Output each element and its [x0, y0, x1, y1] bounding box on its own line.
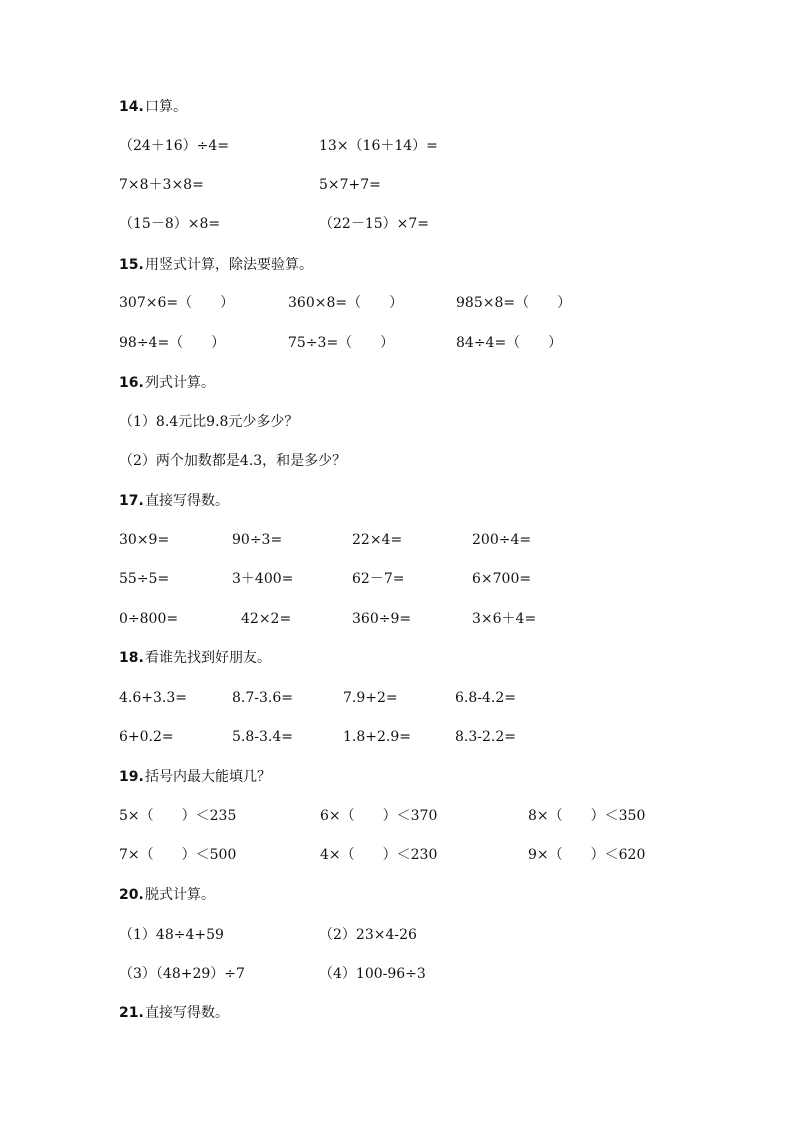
question-15-heading [0, 254, 794, 276]
expression: 5×7+7= [319, 177, 381, 193]
question-number: 20. [119, 887, 144, 903]
expression: 3×6＋4= [472, 611, 537, 627]
expression: （24＋16）÷4= [119, 138, 229, 154]
question-title: 口算。 [145, 99, 187, 115]
expression: （1）48÷4+59 [119, 927, 224, 943]
question-18-row-2 [0, 726, 794, 748]
question-20-row-1 [0, 924, 794, 946]
expression: 6×700= [472, 571, 532, 587]
question-17-row-1 [0, 529, 794, 551]
question-number: 21. [119, 1005, 144, 1021]
question-number: 18. [119, 650, 144, 666]
expression: 7×8＋3×8= [119, 177, 204, 193]
expression: 6+0.2= [119, 729, 174, 745]
expression: 360÷9= [352, 611, 412, 627]
expression: 90÷3= [232, 532, 283, 548]
question-18-row-1 [0, 687, 794, 709]
expression: 985×8=（ ） [456, 295, 572, 311]
question-title: 用竖式计算，除法要验算。 [145, 257, 313, 273]
inequality: 8×（ ）＜350 [528, 808, 646, 824]
question-14-row-1 [0, 135, 794, 157]
inequality: 9×（ ）＜620 [528, 847, 646, 863]
expression: 307×6=（ ） [119, 295, 235, 311]
expression: 42×2= [241, 611, 292, 627]
question-17-row-2 [0, 568, 794, 590]
expression: 84÷4=（ ） [456, 335, 563, 351]
inequality: 7×（ ）＜500 [119, 847, 237, 863]
question-19-row-1 [0, 805, 794, 827]
inequality: 4×（ ）＜230 [320, 847, 438, 863]
expression: 8.7-3.6= [232, 690, 293, 706]
expression: 0÷800= [119, 611, 179, 627]
question-number: 16. [119, 375, 144, 391]
question-number: 15. [119, 257, 144, 273]
question-16-row-1 [0, 411, 794, 433]
question-18-heading [0, 647, 794, 669]
expression: 7.9+2= [343, 690, 398, 706]
expression: （4）100-96÷3 [319, 966, 426, 982]
expression: 22×4= [352, 532, 403, 548]
expression: 1.8+2.9= [343, 729, 411, 745]
question-15-row-1 [0, 292, 794, 314]
expression: 55÷5= [119, 571, 170, 587]
question-15-row-2 [0, 332, 794, 354]
problem-text: （2）两个加数都是4.3，和是多少？ [119, 453, 347, 469]
question-number: 17. [119, 493, 144, 509]
expression: 98÷4=（ ） [119, 335, 226, 351]
expression: 8.3-2.2= [455, 729, 516, 745]
problem-text: （1）8.4元比9.8元少多少？ [119, 414, 299, 430]
question-number: 19. [119, 769, 144, 785]
expression: 75÷3=（ ） [288, 335, 395, 351]
question-20-row-2 [0, 963, 794, 985]
question-14-heading [0, 96, 794, 118]
question-17-row-3 [0, 608, 794, 630]
question-19-row-2 [0, 844, 794, 866]
expression: 6.8-4.2= [455, 690, 516, 706]
question-title: 脱式计算。 [145, 887, 215, 903]
question-19-heading [0, 766, 794, 788]
expression: 360×8=（ ） [288, 295, 404, 311]
question-title: 列式计算。 [145, 375, 215, 391]
expression: （2）23×4-26 [319, 927, 417, 943]
expression: 200÷4= [472, 532, 532, 548]
expression: （22－15）×7= [319, 216, 429, 232]
expression: 3＋400= [232, 571, 294, 587]
question-17-heading [0, 490, 794, 512]
expression: 30×9= [119, 532, 170, 548]
question-16-row-2 [0, 450, 794, 472]
question-title: 括号内最大能填几？ [145, 769, 271, 785]
question-21-heading [0, 1002, 794, 1024]
expression: 5.8-3.4= [232, 729, 293, 745]
expression: 13×（16＋14）= [319, 138, 438, 154]
question-14-row-3 [0, 213, 794, 235]
expression: 62－7= [352, 571, 405, 587]
expression: 4.6+3.3= [119, 690, 187, 706]
question-number: 14. [119, 99, 144, 115]
question-16-heading [0, 372, 794, 394]
expression: （15－8）×8= [119, 216, 221, 232]
question-20-heading [0, 884, 794, 906]
question-title: 直接写得数。 [145, 1005, 229, 1021]
question-title: 看谁先找到好朋友。 [145, 650, 271, 666]
question-14-row-2 [0, 174, 794, 196]
inequality: 5×（ ）＜235 [119, 808, 237, 824]
inequality: 6×（ ）＜370 [320, 808, 438, 824]
question-title: 直接写得数。 [145, 493, 229, 509]
expression: （3）（48+29）÷7 [119, 966, 245, 982]
